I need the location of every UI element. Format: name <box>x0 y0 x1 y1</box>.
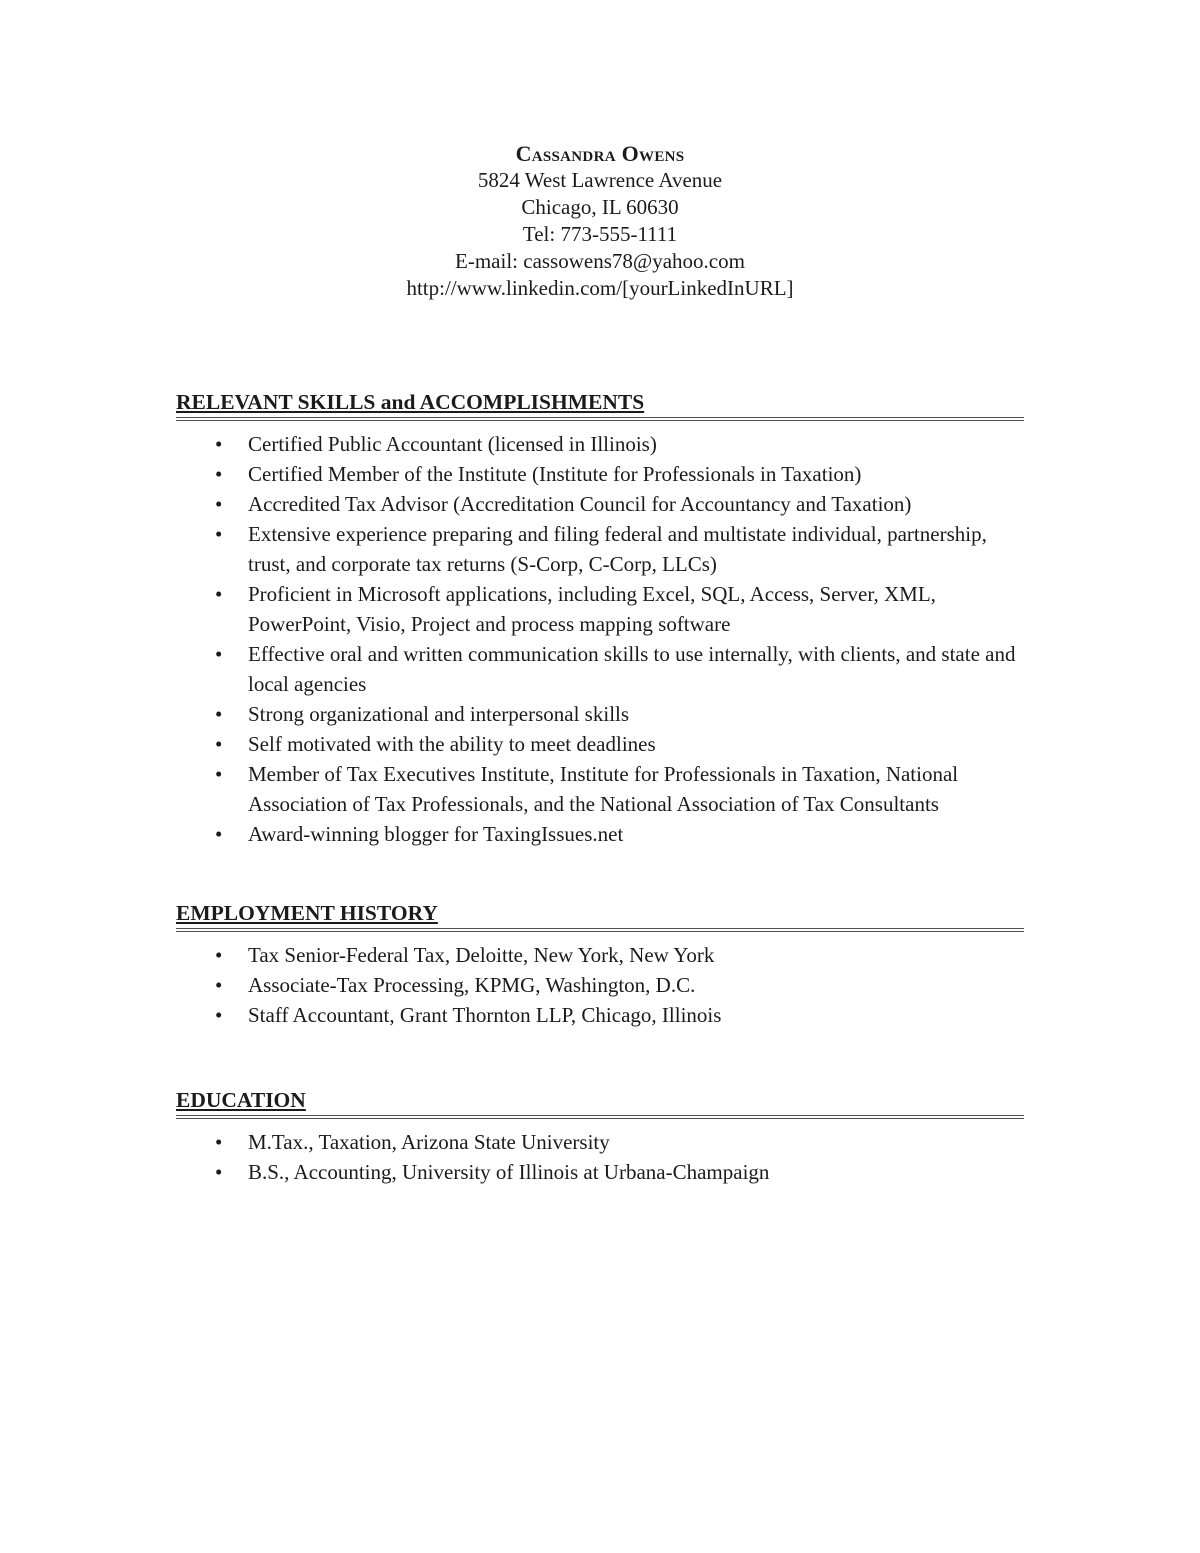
skills-item: • Extensive experience preparing and filing federal and multistate individual, partnership, trust, and corporate tax returns (S-Corp, C-Corp, LLCs) <box>176 519 1024 579</box>
address-line-2: Chicago, IL 60630 <box>521 195 679 219</box>
education-item: • B.S., Accounting, University of Illinois at Urbana-Champaign <box>176 1157 1024 1187</box>
section-heading-education-text: EDUCATION <box>176 1088 306 1112</box>
section-heading-skills <box>176 390 1024 421</box>
skills-item: • Accredited Tax Advisor (Accreditation Council for Accountancy and Taxation) <box>176 489 1024 519</box>
section-heading-employment <box>176 901 1024 932</box>
section-education <box>176 1088 1024 1187</box>
skills-item: • Effective oral and written communication skills to use internally, with clients, and state and local agencies <box>176 639 1024 699</box>
skills-item: • Self motivated with the ability to meet deadlines <box>176 729 1024 759</box>
section-heading-employment-text: EMPLOYMENT HISTORY <box>176 901 438 925</box>
education-list <box>176 1127 1024 1187</box>
skills-item: • Certified Public Accountant (licensed in Illinois) <box>176 429 1024 459</box>
skills-item: • Award-winning blogger for TaxingIssues.net <box>176 819 1024 849</box>
contact-header <box>176 140 1024 302</box>
employment-item: • Tax Senior-Federal Tax, Deloitte, New York, New York <box>176 940 1024 970</box>
email-address: E-mail: cassowens78@yahoo.com <box>455 249 745 273</box>
section-skills <box>176 390 1024 849</box>
section-employment <box>176 901 1024 1030</box>
address-line-1: 5824 West Lawrence Avenue <box>477 168 723 192</box>
employment-list <box>176 940 1024 1030</box>
education-item: • M.Tax., Taxation, Arizona State University <box>176 1127 1024 1157</box>
phone-number: Tel: 773-555-1111 <box>522 222 678 246</box>
section-heading-education <box>176 1088 1024 1119</box>
skills-item: • Certified Member of the Institute (Institute for Professionals in Taxation) <box>176 459 1024 489</box>
section-heading-skills-text: RELEVANT SKILLS and ACCOMPLISHMENTS <box>176 390 645 414</box>
employment-item: • Staff Accountant, Grant Thornton LLP, Chicago, Illinois <box>176 1000 1024 1030</box>
skills-item: • Proficient in Microsoft applications, including Excel, SQL, Access, Server, XML, PowerPoint, Visio, Project and process mapping software <box>176 579 1024 639</box>
skills-item: • Member of Tax Executives Institute, Institute for Professionals in Taxation, National Association of Tax Professionals, and the National Association of Tax Consultants <box>176 759 1024 819</box>
candidate-name: Cassandra Owens <box>515 141 685 166</box>
linkedin-url: http://www.linkedin.com/[yourLinkedInURL] <box>406 276 794 300</box>
employment-item: • Associate-Tax Processing, KPMG, Washington, D.C. <box>176 970 1024 1000</box>
skills-item: • Strong organizational and interpersonal skills <box>176 699 1024 729</box>
skills-list <box>176 429 1024 849</box>
